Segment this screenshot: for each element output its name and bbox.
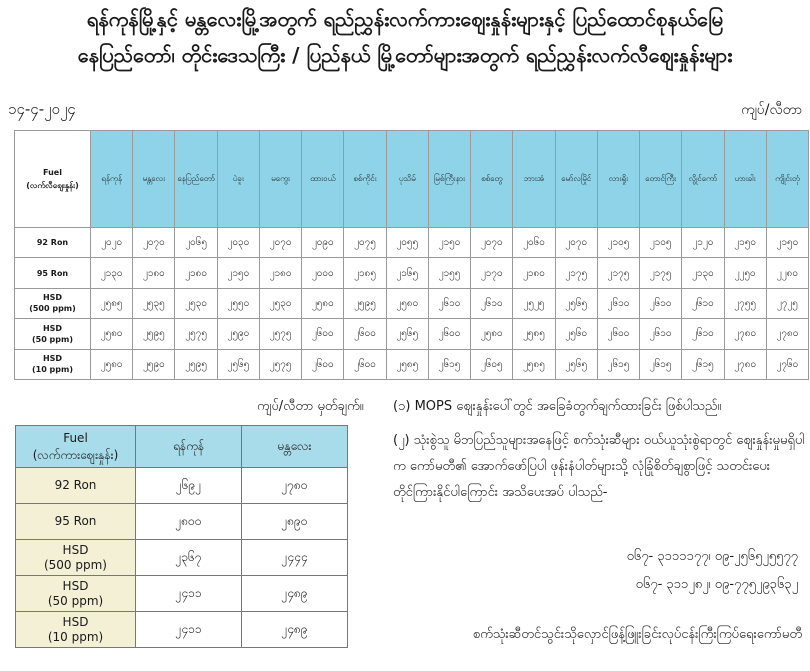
wholesale-table-row — [16, 576, 348, 612]
note-heading: ကျပ်/လီတာ မှတ်ချက်။ — [257, 399, 364, 414]
wholesale-fuel-label: HSD — [62, 542, 89, 557]
price-cell: ၂၅၈၀ — [91, 319, 133, 349]
price-cell: ၂၅၈၅ — [513, 349, 555, 379]
city-column-header: ဟားခါး — [724, 131, 766, 228]
price-cell: ၂၆၁၀ — [597, 288, 639, 318]
wholesale-fuel-header-label: Fuel — [63, 430, 88, 445]
wholesale-fuel-grade: (500 ppm) — [43, 557, 107, 572]
retail-table-row — [15, 349, 809, 379]
wholesale-table-row — [16, 504, 348, 540]
price-cell: ၂၅၆၅ — [555, 349, 597, 379]
city-column-header: စစ်ကိုင်း — [344, 131, 386, 228]
price-cell: ၂၆၀၀ — [428, 319, 470, 349]
price-cell: ၂၆၁၀ — [640, 288, 682, 318]
wholesale-price-mandalay: ၂၄၈၉ — [242, 612, 348, 648]
price-cell: ၂၆၀၀ — [302, 349, 344, 379]
city-column-header: စစ်တွေ — [471, 131, 513, 228]
price-cell: ၂၀၆၅ — [175, 228, 217, 258]
price-cell: ၂၁၅၀ — [217, 258, 259, 288]
city-column-header: မော်လမြိုင် — [555, 131, 597, 228]
price-cell: ၂၁၃၀ — [91, 258, 133, 288]
price-cell: ၂၀၀၀ — [302, 258, 344, 288]
wholesale-fuel-header — [16, 426, 136, 468]
wholesale-price-mandalay: ၂၈၉၀ — [242, 504, 348, 540]
price-cell: ၂၀၇၀ — [555, 228, 597, 258]
wholesale-price-yangon: ၂၄၁၁ — [136, 612, 242, 648]
wholesale-fuel-label: 95 Ron — [54, 514, 97, 528]
wholesale-fuel-cell — [16, 612, 136, 648]
wholesale-table-row — [16, 540, 348, 576]
city-column-header: နေပြည်တော် — [175, 131, 217, 228]
retail-table-row — [15, 258, 809, 288]
wholesale-fuel-grade: (50 ppm) — [47, 593, 104, 608]
price-cell: ၂၆၁၅ — [640, 349, 682, 379]
price-cell: ၂၀၃၀ — [217, 228, 259, 258]
price-cell: ၂၅၅၀ — [217, 288, 259, 318]
wholesale-fuel-cell — [16, 504, 136, 540]
hotline-numbers-2: ၀၆၇- ၃၁၁၂၈၂၊ ၀၉-၇၇၅၂၉၃၆၃၂ — [635, 577, 798, 592]
price-cell: ၂၅၆၅ — [386, 319, 428, 349]
price-cell: ၂၅၈၀ — [91, 349, 133, 379]
price-cell: ၂၅၃၅ — [133, 288, 175, 318]
price-cell: ၂၅၉၅ — [133, 319, 175, 349]
wholesale-price-yangon: ၂၄၁၁ — [136, 576, 242, 612]
price-cell: ၂၅၃၀ — [259, 288, 301, 318]
price-cell: ၂၇၈၀ — [724, 319, 766, 349]
retail-table-row — [15, 288, 809, 318]
wholesale-col-mandalay: မန္တလေး — [242, 426, 348, 468]
fuel-type-cell — [15, 349, 91, 379]
wholesale-col-yangon: ရန်ကုန် — [136, 426, 242, 468]
wholesale-table-header-row — [16, 426, 348, 468]
price-cell: ၂၁၂၀ — [682, 228, 724, 258]
fuel-header-sublabel: (လက်လီဈေးနှုန်း) — [26, 181, 79, 190]
price-cell: ၂၆၀၅ — [471, 349, 513, 379]
price-cell: ၂၀၅၅ — [386, 228, 428, 258]
price-cell: ၂၇၈၀ — [766, 319, 808, 349]
fuel-type-cell — [15, 228, 91, 258]
fuel-type-cell — [15, 258, 91, 288]
wholesale-table-row — [16, 612, 348, 648]
note-item-1: (၁) MOPS ဈေးနှုန်းပေါ်တွင် အခြေခံတွက်ချက်ထားခြင်း ဖြစ်ပါသည်။ — [393, 399, 722, 414]
price-cell: ၂၆၁၅ — [682, 349, 724, 379]
fuel-type-label: HSD — [42, 293, 63, 303]
city-column-header: လားရှိုး — [597, 131, 639, 228]
fuel-type-label: 92 Ron — [36, 238, 69, 248]
price-cell: ၂၆၁၀ — [640, 319, 682, 349]
city-column-header: မြစ်ကြီးနား — [428, 131, 470, 228]
fuel-type-label: HSD — [42, 354, 63, 364]
price-cell: ၂၆၁၀ — [471, 288, 513, 318]
price-cell: ၂၅၈၀ — [302, 288, 344, 318]
wholesale-price-mandalay: ၂၄၄၄ — [242, 540, 348, 576]
price-cell: ၂၅၈၅ — [91, 288, 133, 318]
price-cell: ၂၇၅၅ — [724, 288, 766, 318]
fuel-type-label: 95 Ron — [36, 268, 69, 278]
wholesale-fuel-cell — [16, 468, 136, 504]
price-cell: ၂၀၉၀ — [302, 228, 344, 258]
price-cell: ၂၅၈၀ — [471, 319, 513, 349]
issuing-committee: စက်သုံးဆီတင်သွင်းသိုလှောင်ဖြန့်ဖြူးခြင်းလုပ်ငန်းကြီးကြပ်ရေးကော်မတီ — [472, 627, 802, 642]
city-column-header: ကျိုင်းတုံ — [766, 131, 808, 228]
price-cell: ၂၁၇၅ — [640, 258, 682, 288]
note-item-2: (၂) သုံးစွဲသူ မိဘပြည်သူများအနေဖြင့် စက်သုံးဆီများ ဝယ်ယူသုံးစွဲရာတွင် ဈေးနှုန်းမှုမရှိပါက ကော်မတီ၏ အောက်ဖော်ပြပါ ဖုန်းနံပါတ်များသို့ လုံခြုံစိတ်ချစွာဖြင့် သတင်းပေးတိုင်ကြားနိုင်ပါကြောင်း အသိပေးအပ် ပါသည်- — [393, 433, 805, 500]
price-cell: ၂၆၁၀ — [682, 288, 724, 318]
wholesale-fuel-header-sublabel: (လက်ကားဈေးနှုန်း) — [32, 447, 119, 462]
city-column-header: ရန်ကုန် — [91, 131, 133, 228]
city-column-header: ထားဝယ် — [302, 131, 344, 228]
price-cell: ၂၀၆၀ — [513, 228, 555, 258]
wholesale-fuel-label: HSD — [62, 578, 89, 593]
price-cell: ၂၅၇၅ — [259, 319, 301, 349]
city-column-header: ဘားအံ — [513, 131, 555, 228]
page-title-line-1: ရန်ကုန်မြို့နှင့် မန္တလေးမြို့အတွက် ရည်ညွှန်းလက်ကားဈေးနှုန်းများနှင့် ပြည်ထောင်စုနယ်မြေ — [86, 7, 724, 31]
price-cell: ၂၁၆၅ — [386, 258, 428, 288]
price-cell: ၂၁၇၅ — [555, 258, 597, 288]
price-cell: ၂၆၁၀ — [682, 319, 724, 349]
wholesale-price-yangon: ၂၃၆၇ — [136, 540, 242, 576]
retail-table-row — [15, 228, 809, 258]
city-column-header: တောင်ကြီး — [640, 131, 682, 228]
city-column-header: မကွေး — [259, 131, 301, 228]
price-cell: ၂၁၀၅ — [640, 228, 682, 258]
fuel-type-label: HSD — [42, 323, 63, 333]
unit-label: ကျပ်/လီတာ — [741, 102, 802, 118]
price-cell: ၂၀၇၀ — [471, 228, 513, 258]
price-cell: ၂၁၇၅ — [597, 258, 639, 288]
price-cell: ၂၁၈၀ — [175, 258, 217, 288]
price-cell: ၂၅၉၀ — [133, 349, 175, 379]
wholesale-fuel-label: HSD — [62, 614, 89, 629]
price-cell: ၂၁၅၀ — [766, 228, 808, 258]
city-column-header: မန္တလေး — [133, 131, 175, 228]
price-cell: ၂၂၈၀ — [766, 258, 808, 288]
price-cell: ၂၁၈၀ — [513, 258, 555, 288]
fuel-type-cell — [15, 288, 91, 318]
price-cell: ၂၁၅၀ — [428, 228, 470, 258]
fuel-type-grade: (500 ppm) — [29, 304, 76, 314]
hotline-numbers-1: ၀၆၇- ၃၁၁၁၁၇၇၊ ၀၉-၂၅၆၅၂၅၅၇၇ — [626, 549, 798, 564]
price-cell: ၂၀၇၅ — [344, 228, 386, 258]
page-title-line-2: နေပြည်တော်၊ တိုင်းဒေသကြီး / ပြည်နယ် မြို့တော်များအတွက် ရည်ညွှန်းလက်လီဈေးနှုန်းများ — [77, 43, 733, 67]
price-cell: ၂၆၀၀ — [344, 319, 386, 349]
price-cell: ၂၅၆၀ — [555, 319, 597, 349]
price-cell: ၂၇၆၀ — [766, 349, 808, 379]
price-cell: ၂၆၁၅ — [428, 349, 470, 379]
price-cell: ၂၀၇၀ — [259, 228, 301, 258]
price-cell: ၂၇၈၀ — [724, 349, 766, 379]
price-cell: ၂၆၁၀ — [428, 288, 470, 318]
wholesale-table-body — [16, 468, 348, 648]
price-cell: ၂၅၇၅ — [175, 319, 217, 349]
price-cell: ၂၅၈၅ — [513, 319, 555, 349]
retail-table-row — [15, 319, 809, 349]
price-cell: ၂၅၉၀ — [217, 319, 259, 349]
price-cell: ၂၅၇၅ — [259, 349, 301, 379]
price-cell: ၂၁၈၅ — [344, 258, 386, 288]
fuel-header-label: Fuel — [43, 168, 62, 177]
retail-price-table — [14, 130, 809, 380]
city-column-header: လွိုင်ကော် — [682, 131, 724, 228]
city-column-header: ပဲခူး — [217, 131, 259, 228]
price-cell: ၂၅၉၅ — [175, 349, 217, 379]
wholesale-fuel-cell — [16, 576, 136, 612]
price-cell: ၂၁၈၀ — [133, 258, 175, 288]
wholesale-fuel-label: 92 Ron — [54, 478, 97, 492]
price-cell: ၂၀၂၀ — [91, 228, 133, 258]
fuel-column-header — [15, 131, 91, 228]
price-cell: ၂၆၀၀ — [302, 319, 344, 349]
wholesale-price-yangon: ၂၆၉၂ — [136, 468, 242, 504]
price-cell: ၂၇၂၅ — [766, 288, 808, 318]
retail-table-header-row — [15, 131, 809, 228]
price-cell: ၂၆၀၀ — [597, 319, 639, 349]
price-cell: ၂၁၀၅ — [597, 228, 639, 258]
price-cell: ၂၅၃၀ — [175, 288, 217, 318]
wholesale-price-yangon: ၂၈၀၀ — [136, 504, 242, 540]
fuel-type-cell — [15, 319, 91, 349]
wholesale-table-row — [16, 468, 348, 504]
price-cell: ၂၅၆၅ — [217, 349, 259, 379]
retail-table-body — [15, 228, 809, 380]
fuel-type-grade: (10 ppm) — [31, 365, 74, 375]
price-cell: ၂၁၅၅ — [428, 258, 470, 288]
price-cell: ၂၀၇၀ — [133, 228, 175, 258]
city-column-header: ပုသိမ် — [386, 131, 428, 228]
price-cell: ၂၅၂၅ — [513, 288, 555, 318]
price-cell: ၂၅၆၅ — [555, 288, 597, 318]
price-cell: ၂၅၈၅ — [386, 349, 428, 379]
wholesale-price-mandalay: ၂၇၈၀ — [242, 468, 348, 504]
wholesale-fuel-grade: (10 ppm) — [47, 629, 104, 644]
price-cell: ၂၁၇၀ — [471, 258, 513, 288]
price-date: ၁၄-၄-၂၀၂၄ — [8, 100, 76, 118]
price-cell: ၂၆၁၅ — [597, 349, 639, 379]
price-cell: ၂၁၈၀ — [259, 258, 301, 288]
price-cell: ၂၂၅၀ — [724, 258, 766, 288]
wholesale-price-table — [15, 425, 348, 648]
wholesale-price-mandalay: ၂၄၈၉ — [242, 576, 348, 612]
price-cell: ၂၁၅၀ — [724, 228, 766, 258]
wholesale-fuel-cell — [16, 540, 136, 576]
fuel-type-grade: (50 ppm) — [31, 334, 74, 344]
price-cell: ၂၅၉၅ — [344, 288, 386, 318]
price-cell: ၂၁၃၀ — [682, 258, 724, 288]
price-cell: ၂၅၈၀ — [386, 288, 428, 318]
price-cell: ၂၆၀၀ — [344, 349, 386, 379]
